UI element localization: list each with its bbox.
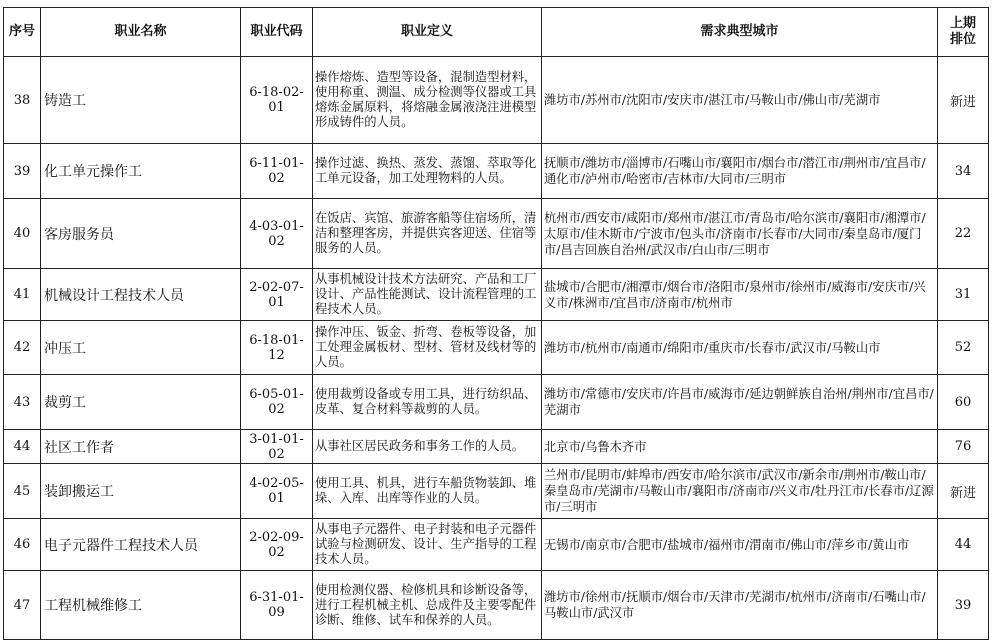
row-index: 39 — [4, 144, 41, 199]
header-code: 职业代码 — [241, 8, 313, 57]
row-occupation-name: 电子元器件工程技术人员 — [41, 519, 241, 571]
row-rank: 31 — [938, 269, 989, 321]
row-cities: 潍坊市/杭州市/南通市/绵阳市/重庆市/长春市/武汉市/马鞍山市 — [542, 321, 938, 375]
row-index: 44 — [4, 430, 41, 464]
row-rank: 44 — [938, 519, 989, 571]
row-cities: 潍坊市/苏州市/沈阳市/安庆市/湛江市/马鞍山市/佛山市/芜湖市 — [542, 57, 938, 144]
table-row — [4, 144, 989, 199]
table-row — [4, 519, 989, 571]
row-rank: 新进 — [938, 57, 989, 144]
row-definition: 使用工具、机具，进行车船货物装卸、堆垛、入库、出库等作业的人员。 — [313, 464, 542, 519]
row-occupation-name: 机械设计工程技术人员 — [41, 269, 241, 321]
row-occupation-code: 4-02-05-01 — [241, 464, 313, 519]
row-occupation-name: 化工单元操作工 — [41, 144, 241, 199]
row-definition: 操作过滤、换热、蒸发、蒸馏、萃取等化工单元设备，加工处理物料的人员。 — [313, 144, 542, 199]
header-rank — [938, 8, 989, 57]
row-rank: 22 — [938, 199, 989, 269]
row-rank: 76 — [938, 430, 989, 464]
header-cities: 需求典型城市 — [542, 8, 938, 57]
table-row — [4, 375, 989, 430]
row-occupation-code: 2-02-07-01 — [241, 269, 313, 321]
table-row — [4, 199, 989, 269]
table-row — [4, 269, 989, 321]
row-index: 45 — [4, 464, 41, 519]
row-cities: 盐城市/合肥市/湘潭市/烟台市/洛阳市/泉州市/徐州市/威海市/安庆市/兴义市/株洲市/宜昌市/济南市/杭州市 — [542, 269, 938, 321]
row-cities: 抚顺市/潍坊市/淄博市/石嘴山市/襄阳市/烟台市/潜江市/荆州市/宜昌市/通化市/泸州市/哈密市/吉林市/大同市/三明市 — [542, 144, 938, 199]
row-rank: 34 — [938, 144, 989, 199]
row-cities: 北京市/乌鲁木齐市 — [542, 430, 938, 464]
row-cities: 无锡市/南京市/合肥市/盐城市/福州市/渭南市/佛山市/萍乡市/黄山市 — [542, 519, 938, 571]
row-occupation-name: 社区工作者 — [41, 430, 241, 464]
row-definition: 操作熔炼、造型等设备，混制造型材料，使用称重、测温、成分检测等仪器或工具熔炼金属原料，将熔融金属液浇注进模型形成铸件的人员。 — [313, 57, 542, 144]
occupation-table — [3, 7, 989, 640]
table-row — [4, 571, 989, 640]
row-definition: 使用裁剪设备或专用工具，进行纺织品、皮革、复合材料等裁剪的人员。 — [313, 375, 542, 430]
row-occupation-name: 裁剪工 — [41, 375, 241, 430]
row-occupation-code: 2-02-09-02 — [241, 519, 313, 571]
row-definition: 在饭店、宾馆、旅游客船等住宿场所，清洁和整理客房，并提供宾客迎送、住宿等服务的人员。 — [313, 199, 542, 269]
row-definition: 从事社区居民政务和事务工作的人员。 — [313, 430, 542, 464]
table-row — [4, 464, 989, 519]
row-definition: 从事机械设计技术方法研究、产品和工厂设计、产品性能测试、设计流程管理的工程技术人员。 — [313, 269, 542, 321]
row-rank: 60 — [938, 375, 989, 430]
row-rank: 新进 — [938, 464, 989, 519]
header-index: 序号 — [4, 8, 41, 57]
row-occupation-name: 冲压工 — [41, 321, 241, 375]
table-header-row — [4, 8, 989, 57]
row-occupation-code: 6-31-01-09 — [241, 571, 313, 640]
row-occupation-name: 装卸搬运工 — [41, 464, 241, 519]
row-index: 38 — [4, 57, 41, 144]
table-row — [4, 57, 989, 144]
row-occupation-code: 6-18-02-01 — [241, 57, 313, 144]
row-cities: 杭州市/西安市/咸阳市/郑州市/湛江市/青岛市/哈尔滨市/襄阳市/湘潭市/太原市/佳木斯市/宁波市/包头市/济南市/长春市/大同市/秦皇岛市/厦门市/昌吉回族自治州/武汉市/白山市/三明市 — [542, 199, 938, 269]
row-occupation-name: 工程机械维修工 — [41, 571, 241, 640]
row-occupation-code: 6-11-01-02 — [241, 144, 313, 199]
row-occupation-code: 4-03-01-02 — [241, 199, 313, 269]
header-definition: 职业定义 — [313, 8, 542, 57]
row-cities: 潍坊市/徐州市/抚顺市/烟台市/天津市/芜湖市/杭州市/济南市/石嘴山市/马鞍山市/武汉市 — [542, 571, 938, 640]
row-index: 40 — [4, 199, 41, 269]
row-occupation-name: 客房服务员 — [41, 199, 241, 269]
row-index: 46 — [4, 519, 41, 571]
row-occupation-name: 铸造工 — [41, 57, 241, 144]
row-occupation-code: 3-01-01-02 — [241, 430, 313, 464]
row-cities: 潍坊市/常德市/安庆市/许昌市/威海市/延边朝鲜族自治州/荆州市/宜昌市/芜湖市 — [542, 375, 938, 430]
table-row — [4, 430, 989, 464]
header-name: 职业名称 — [41, 8, 241, 57]
row-index: 43 — [4, 375, 41, 430]
row-definition: 从事电子元器件、电子封装和电子元器件试验与检测研发、设计、生产指导的工程技术人员。 — [313, 519, 542, 571]
row-definition: 使用检测仪器、检修机具和诊断设备等，进行工程机械主机、总成件及主要零配件诊断、维修、试车和保养的人员。 — [313, 571, 542, 640]
row-index: 41 — [4, 269, 41, 321]
table-row — [4, 321, 989, 375]
row-definition: 操作冲压、钣金、折弯、卷板等设备，加工处理金属板材、型材、管材及线材等的人员。 — [313, 321, 542, 375]
row-occupation-code: 6-18-01-12 — [241, 321, 313, 375]
row-rank: 39 — [938, 571, 989, 640]
row-index: 47 — [4, 571, 41, 640]
row-occupation-code: 6-05-01-02 — [241, 375, 313, 430]
header-rank-text: 上期排位 — [950, 16, 977, 47]
row-index: 42 — [4, 321, 41, 375]
row-cities: 兰州市/昆明市/蚌埠市/西安市/哈尔滨市/武汉市/新余市/荆州市/鞍山市/秦皇岛市/芜湖市/马鞍山市/襄阳市/济南市/兴义市/牡丹江市/长春市/辽源市/三明市 — [542, 464, 938, 519]
row-rank: 52 — [938, 321, 989, 375]
